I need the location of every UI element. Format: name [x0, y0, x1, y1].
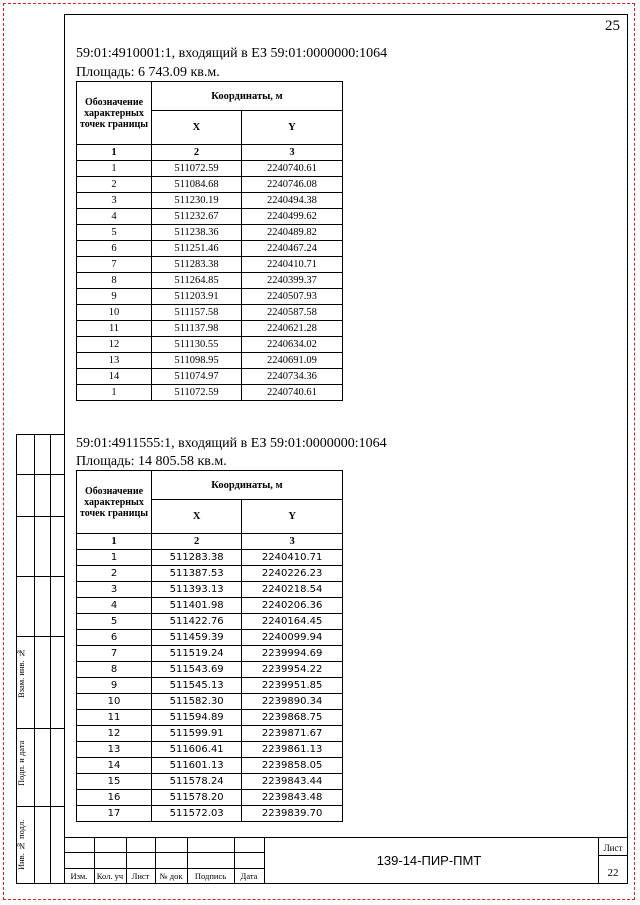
strip-line [16, 806, 64, 807]
tb-podpis: Подпись [194, 871, 227, 881]
strip-line [34, 434, 35, 884]
y-cell: 2239954.22 [242, 662, 343, 678]
strip-line [16, 883, 64, 884]
col-num-3: 3 [241, 145, 342, 161]
y-cell: 2239839.70 [242, 806, 343, 822]
point-cell: 12 [77, 726, 152, 742]
col-point-header: Обозначение характерных точек границы [77, 82, 152, 145]
x-cell: 511422.76 [152, 614, 242, 630]
y-cell: 2240587.58 [241, 305, 342, 321]
title-block [64, 837, 628, 884]
point-cell: 13 [77, 353, 152, 369]
x-cell: 511599.91 [152, 726, 242, 742]
y-cell: 2240621.28 [241, 321, 342, 337]
y-cell: 2239843.44 [242, 774, 343, 790]
y-cell: 2240226.23 [242, 566, 343, 582]
col-y-header: Y [242, 500, 343, 534]
section1-heading: 59:01:4910001:1, входящий в ЕЗ 59:01:0000000:1064 [76, 46, 388, 61]
table-row [77, 257, 343, 273]
y-cell: 2240218.54 [242, 582, 343, 598]
x-cell: 511594.89 [152, 710, 242, 726]
table-row [77, 305, 343, 321]
x-cell: 511459.39 [152, 630, 242, 646]
y-cell: 2239890.34 [242, 694, 343, 710]
point-cell: 5 [77, 225, 152, 241]
strip-line [16, 516, 64, 517]
x-cell: 511157.58 [152, 305, 242, 321]
y-cell: 2239861.13 [242, 742, 343, 758]
table-row [77, 177, 343, 193]
tb-line [64, 837, 628, 838]
table-row [77, 710, 343, 726]
x-cell: 511072.59 [152, 385, 242, 401]
point-cell: 1 [77, 161, 152, 177]
y-cell: 2240507.93 [241, 289, 342, 305]
point-cell: 10 [77, 694, 152, 710]
x-cell: 511130.55 [152, 337, 242, 353]
col-point-header: Обозначение характерных точек границы [77, 471, 152, 534]
y-cell: 2239951.85 [242, 678, 343, 694]
x-cell: 511545.13 [152, 678, 242, 694]
table-row [77, 806, 343, 822]
x-cell: 511098.95 [152, 353, 242, 369]
col-y-header: Y [241, 111, 342, 145]
table-row [77, 321, 343, 337]
strip-line [16, 434, 64, 435]
point-cell: 8 [77, 273, 152, 289]
table-row [77, 726, 343, 742]
point-cell: 1 [77, 550, 152, 566]
sheet-number: 22 [607, 867, 619, 879]
point-cell: 17 [77, 806, 152, 822]
x-cell: 511578.20 [152, 790, 242, 806]
point-cell: 10 [77, 305, 152, 321]
col-num-1: 1 [77, 145, 152, 161]
y-cell: 2240494.38 [241, 193, 342, 209]
y-cell: 2240399.37 [241, 273, 342, 289]
point-cell: 1 [77, 385, 152, 401]
y-cell: 2240734.36 [241, 369, 342, 385]
table-row [77, 582, 343, 598]
x-cell: 511283.38 [152, 550, 242, 566]
col-coords-header: Координаты, м [152, 471, 343, 500]
point-cell: 14 [77, 369, 152, 385]
table-row [77, 550, 343, 566]
point-cell: 2 [77, 566, 152, 582]
point-cell: 11 [77, 710, 152, 726]
y-cell: 2240164.45 [242, 614, 343, 630]
x-cell: 511601.13 [152, 758, 242, 774]
col-num-3: 3 [242, 534, 343, 550]
col-coords-header: Координаты, м [152, 82, 343, 111]
x-cell: 511283.38 [152, 257, 242, 273]
x-cell: 511074.97 [152, 369, 242, 385]
tb-kol-uch: Кол. уч [96, 871, 124, 881]
tb-list: Лист [131, 871, 150, 881]
table-row [77, 225, 343, 241]
y-cell: 2240410.71 [241, 257, 342, 273]
x-cell: 511230.19 [152, 193, 242, 209]
y-cell: 2239858.05 [242, 758, 343, 774]
x-cell: 511203.91 [152, 289, 242, 305]
x-cell: 511264.85 [152, 273, 242, 289]
point-cell: 4 [77, 598, 152, 614]
table-row [77, 662, 343, 678]
x-cell: 511072.59 [152, 161, 242, 177]
y-cell: 2240489.82 [241, 225, 342, 241]
point-cell: 8 [77, 662, 152, 678]
y-cell: 2239843.48 [242, 790, 343, 806]
section2-area: Площадь: 14 805.58 кв.м. [76, 454, 227, 469]
coordinates-table-2 [76, 470, 343, 822]
y-cell: 2239994.69 [242, 646, 343, 662]
label-podp-data: Подп. и дата [16, 740, 26, 786]
point-cell: 5 [77, 614, 152, 630]
point-cell: 9 [77, 289, 152, 305]
y-cell: 2240740.61 [241, 161, 342, 177]
x-cell: 511572.03 [152, 806, 242, 822]
tb-data: Дата [240, 871, 258, 881]
table-row [77, 758, 343, 774]
x-cell: 511401.98 [152, 598, 242, 614]
table-row [77, 369, 343, 385]
point-cell: 3 [77, 193, 152, 209]
col-x-header: X [152, 111, 242, 145]
y-cell: 2239868.75 [242, 710, 343, 726]
sheet-label: Лист [603, 843, 623, 853]
y-cell: 2240740.61 [241, 385, 342, 401]
point-cell: 6 [77, 241, 152, 257]
x-cell: 511519.24 [152, 646, 242, 662]
table-row [77, 774, 343, 790]
x-cell: 511606.41 [152, 742, 242, 758]
tb-line [598, 855, 628, 856]
strip-line [50, 434, 51, 884]
section2-heading: 59:01:4911555:1, входящий в ЕЗ 59:01:0000000:1064 [76, 436, 387, 451]
table-row [77, 241, 343, 257]
strip-line [16, 576, 64, 577]
col-x-header: X [152, 500, 242, 534]
table-row [77, 630, 343, 646]
table-row [77, 614, 343, 630]
x-cell: 511238.36 [152, 225, 242, 241]
point-cell: 7 [77, 257, 152, 273]
point-cell: 12 [77, 337, 152, 353]
point-cell: 6 [77, 630, 152, 646]
table-row [77, 678, 343, 694]
page-number: 25 [605, 18, 620, 34]
x-cell: 511387.53 [152, 566, 242, 582]
y-cell: 2239871.67 [242, 726, 343, 742]
table-row [77, 273, 343, 289]
document-code: 139-14-ПИР-ПМТ [376, 853, 482, 868]
table-row [77, 566, 343, 582]
point-cell: 4 [77, 209, 152, 225]
table-row [77, 694, 343, 710]
x-cell: 511393.13 [152, 582, 242, 598]
col-num-1: 1 [77, 534, 152, 550]
col-num-2: 2 [152, 145, 242, 161]
table-row [77, 209, 343, 225]
point-cell: 7 [77, 646, 152, 662]
x-cell: 511251.46 [152, 241, 242, 257]
strip-line [16, 474, 64, 475]
point-cell: 11 [77, 321, 152, 337]
table-row [77, 353, 343, 369]
table-row [77, 161, 343, 177]
y-cell: 2240206.36 [242, 598, 343, 614]
table-row [77, 646, 343, 662]
label-vzam-inv: Взам. инв. № [16, 648, 26, 698]
y-cell: 2240467.24 [241, 241, 342, 257]
table-row [77, 598, 343, 614]
y-cell: 2240499.62 [241, 209, 342, 225]
table-row [77, 742, 343, 758]
point-cell: 3 [77, 582, 152, 598]
x-cell: 511137.98 [152, 321, 242, 337]
point-cell: 14 [77, 758, 152, 774]
col-num-2: 2 [152, 534, 242, 550]
x-cell: 511232.67 [152, 209, 242, 225]
y-cell: 2240746.08 [241, 177, 342, 193]
point-cell: 15 [77, 774, 152, 790]
point-cell: 2 [77, 177, 152, 193]
strip-line [16, 636, 64, 637]
tb-izm: Изм. [70, 871, 88, 881]
label-inv-podl: Инв. № подл. [16, 819, 26, 871]
x-cell: 511582.30 [152, 694, 242, 710]
table-row [77, 289, 343, 305]
point-cell: 13 [77, 742, 152, 758]
tb-ndok: № док [159, 871, 183, 881]
coordinates-table-1 [76, 81, 343, 401]
x-cell: 511084.68 [152, 177, 242, 193]
point-cell: 16 [77, 790, 152, 806]
table-row [77, 385, 343, 401]
point-cell: 9 [77, 678, 152, 694]
x-cell: 511543.69 [152, 662, 242, 678]
y-cell: 2240099.94 [242, 630, 343, 646]
x-cell: 511578.24 [152, 774, 242, 790]
table-row [77, 337, 343, 353]
table-row [77, 193, 343, 209]
y-cell: 2240691.09 [241, 353, 342, 369]
y-cell: 2240410.71 [242, 550, 343, 566]
table-row [77, 790, 343, 806]
section1-area: Площадь: 6 743.09 кв.м. [76, 65, 220, 80]
y-cell: 2240634.02 [241, 337, 342, 353]
